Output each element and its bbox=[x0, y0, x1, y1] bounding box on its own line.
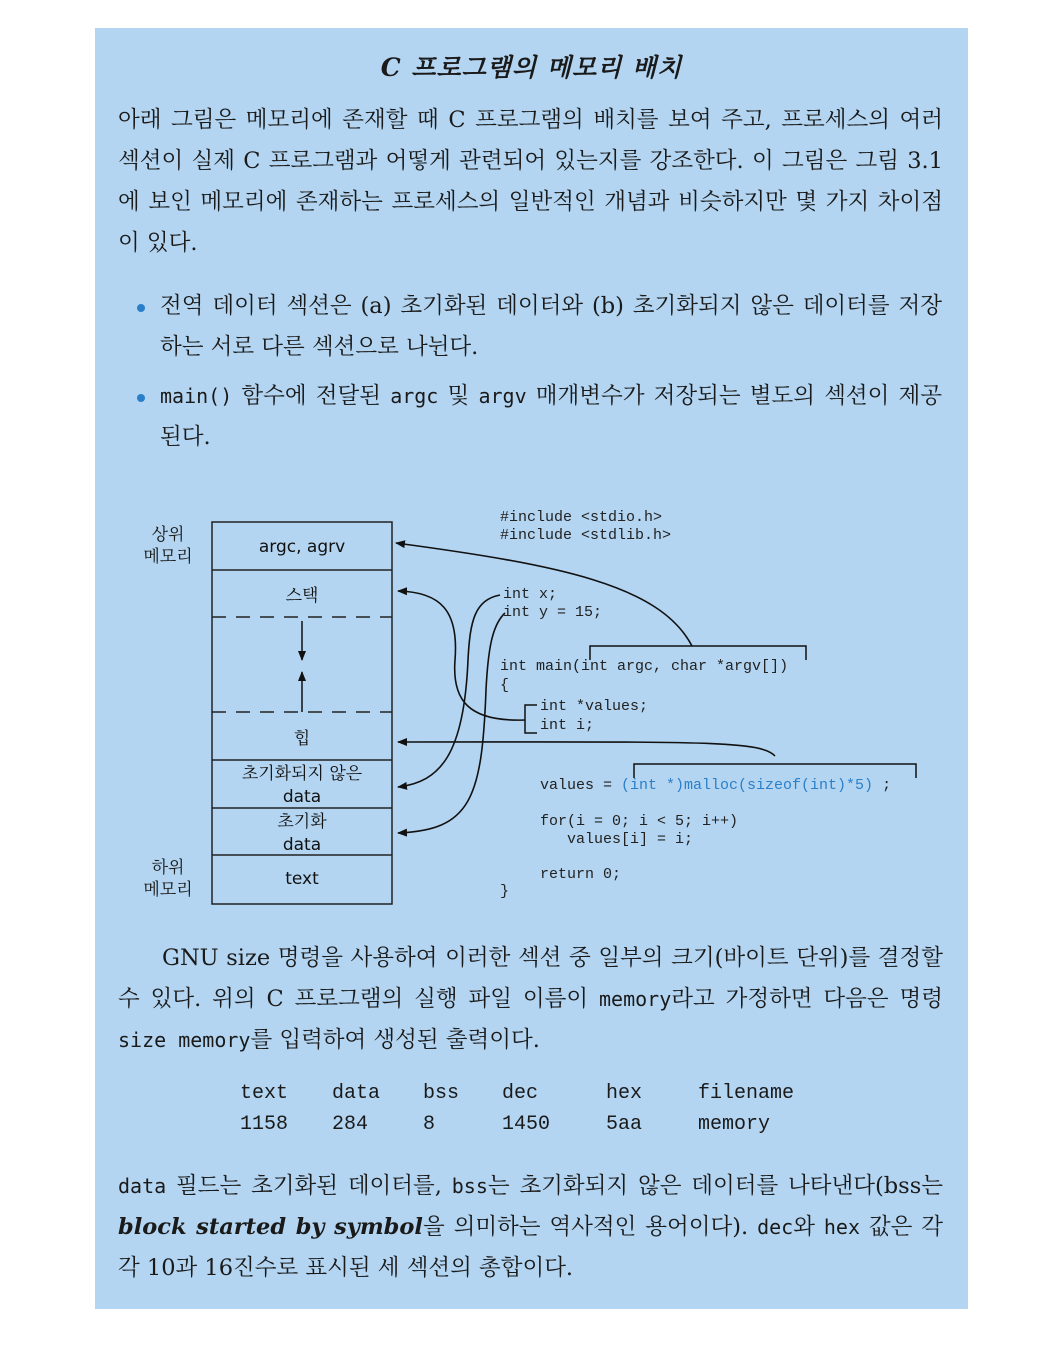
para3-code-data: data bbox=[118, 1174, 167, 1198]
para2-text-3: 를 입력하여 생성된 출력이다. bbox=[250, 1027, 540, 1053]
para3-text-3: 을 의미하는 역사적인 용어이다). bbox=[422, 1214, 758, 1240]
code-return: return 0; bbox=[540, 866, 622, 883]
para3-bss-meaning: block started by symbol bbox=[118, 1214, 423, 1240]
segment-data-label-2: data bbox=[282, 835, 322, 855]
bullet-text-part: 매개변수가 저장되는 별도의 섹션이 제공된다. bbox=[160, 383, 942, 450]
code-int-x: int x; bbox=[503, 586, 558, 603]
bullet-text-part: 함수에 전달된 bbox=[232, 383, 391, 409]
bullet-text-part: 및 bbox=[438, 383, 479, 409]
para2-code-size-memory: size memory bbox=[118, 1028, 251, 1052]
table-row bbox=[240, 1109, 794, 1140]
para3-code-dec: dec bbox=[757, 1215, 794, 1239]
code-include-stdlib: #include <stdlib.h> bbox=[500, 527, 672, 544]
high-memory-label bbox=[138, 524, 198, 568]
para3-text-5: 값은 각각 10과 16진수로 표시된 세 섹션의 총합이다. bbox=[118, 1214, 944, 1281]
para3-code-hex: hex bbox=[823, 1215, 860, 1239]
code-malloc-call: (int *)malloc(sizeof(int)*5) bbox=[621, 777, 874, 794]
para3-text-4: 와 bbox=[793, 1214, 824, 1240]
segment-data-label-1: 초기화 bbox=[277, 812, 327, 832]
para2-text-1: GNU size 명령을 사용하여 이러한 섹션 중 일부의 크기(바이트 단위)를 결정할 수 있다. 위의 C 프로그램의 실행 파일 이름이 bbox=[118, 945, 943, 1012]
segment-bss-label-2: data bbox=[282, 787, 322, 807]
para3-code-bss: bss bbox=[451, 1174, 488, 1198]
size-output-table bbox=[240, 1078, 794, 1140]
code-main: main() bbox=[160, 384, 233, 408]
code-malloc-post: ; bbox=[882, 777, 892, 794]
para2-text-2: 라고 가정하면 다음은 명령 bbox=[671, 986, 943, 1012]
low-memory-label-line1: 하위 bbox=[151, 858, 185, 878]
code-main-signature bbox=[500, 658, 788, 675]
intro-paragraph: 아래 그림은 메모리에 존재할 때 C 프로그램의 배치를 보여 주고, 프로세스의 여러 섹션이 실제 C 프로그램과 어떻게 관련되어 있는지를 강조한다. 이 그림은 그림 3.1에 보인 메모리에 존재하는 프로세스의 일반적인 개념과 비슷하지만 몇 가지 차이점이 있다. bbox=[118, 107, 943, 256]
para3-text-2: 는 초기화되지 않은 데이터를 나타낸다(bss는 bbox=[487, 1173, 943, 1199]
table-cell: 1158 bbox=[240, 1113, 289, 1136]
local-vars-bracket bbox=[525, 705, 537, 733]
low-memory-label bbox=[138, 857, 198, 901]
code-brace-open: { bbox=[500, 677, 510, 694]
malloc-bracket bbox=[634, 764, 916, 778]
bullet-item-global-data: 전역 데이터 섹션은 (a) 초기화된 데이터와 (b) 초기화되지 않은 데이터를 저장하는 서로 다른 섹션으로 나뉜다. bbox=[160, 293, 942, 360]
high-memory-label-line1: 상위 bbox=[151, 525, 185, 545]
segment-heap-label: 힙 bbox=[293, 729, 311, 749]
code-for-body: values[i] = i; bbox=[540, 831, 694, 848]
table-header-cell: hex bbox=[606, 1082, 643, 1105]
segment-bss-label-1: 초기화되지 않은 bbox=[241, 764, 363, 784]
segment-stack-label: 스택 bbox=[285, 586, 319, 606]
code-int-y: int y = 15; bbox=[503, 604, 603, 621]
code-include-stdio: #include <stdio.h> bbox=[500, 509, 663, 526]
code-main-post: ) bbox=[779, 658, 789, 675]
code-brace-close: } bbox=[500, 883, 510, 900]
table-header-cell: bss bbox=[423, 1082, 460, 1105]
para2-code-memory: memory bbox=[598, 987, 672, 1011]
code-argc: argc bbox=[390, 384, 439, 408]
table-cell: 1450 bbox=[502, 1113, 551, 1136]
page-title: C 프로그램의 메모리 배치 bbox=[380, 53, 683, 82]
table-header-cell: text bbox=[240, 1082, 289, 1105]
code-malloc-pre: values = bbox=[540, 777, 622, 794]
code-argv: argv bbox=[478, 384, 527, 408]
table-header-row bbox=[240, 1078, 794, 1109]
high-memory-label-line2: 메모리 bbox=[143, 547, 193, 567]
table-cell: 8 bbox=[423, 1113, 436, 1136]
code-malloc-line bbox=[540, 777, 891, 794]
code-main-pre: int main( bbox=[500, 658, 582, 675]
bss-arrow bbox=[398, 595, 500, 787]
table-header-cell: filename bbox=[698, 1082, 795, 1105]
segment-args-label: argc, agrv bbox=[258, 537, 346, 557]
table-cell: 284 bbox=[332, 1113, 369, 1136]
code-for-loop: for(i = 0; i < 5; i++) bbox=[540, 813, 739, 830]
low-memory-label-line2: 메모리 bbox=[143, 880, 193, 900]
table-header-cell: dec bbox=[502, 1082, 539, 1105]
size-command-paragraph bbox=[118, 938, 943, 1061]
para3-text-1: 필드는 초기화된 데이터를, bbox=[166, 1173, 452, 1199]
bss-explanation-paragraph bbox=[118, 1166, 943, 1289]
data-arrow bbox=[398, 613, 505, 833]
code-int-i: int i; bbox=[540, 717, 595, 734]
segment-text-label: text bbox=[285, 869, 319, 889]
code-int-values: int *values; bbox=[540, 698, 649, 715]
table-header-cell: data bbox=[332, 1082, 381, 1105]
table-cell: memory bbox=[698, 1113, 771, 1136]
code-main-args: int argc, char *argv[] bbox=[581, 658, 780, 675]
table-cell: 5aa bbox=[606, 1113, 643, 1136]
